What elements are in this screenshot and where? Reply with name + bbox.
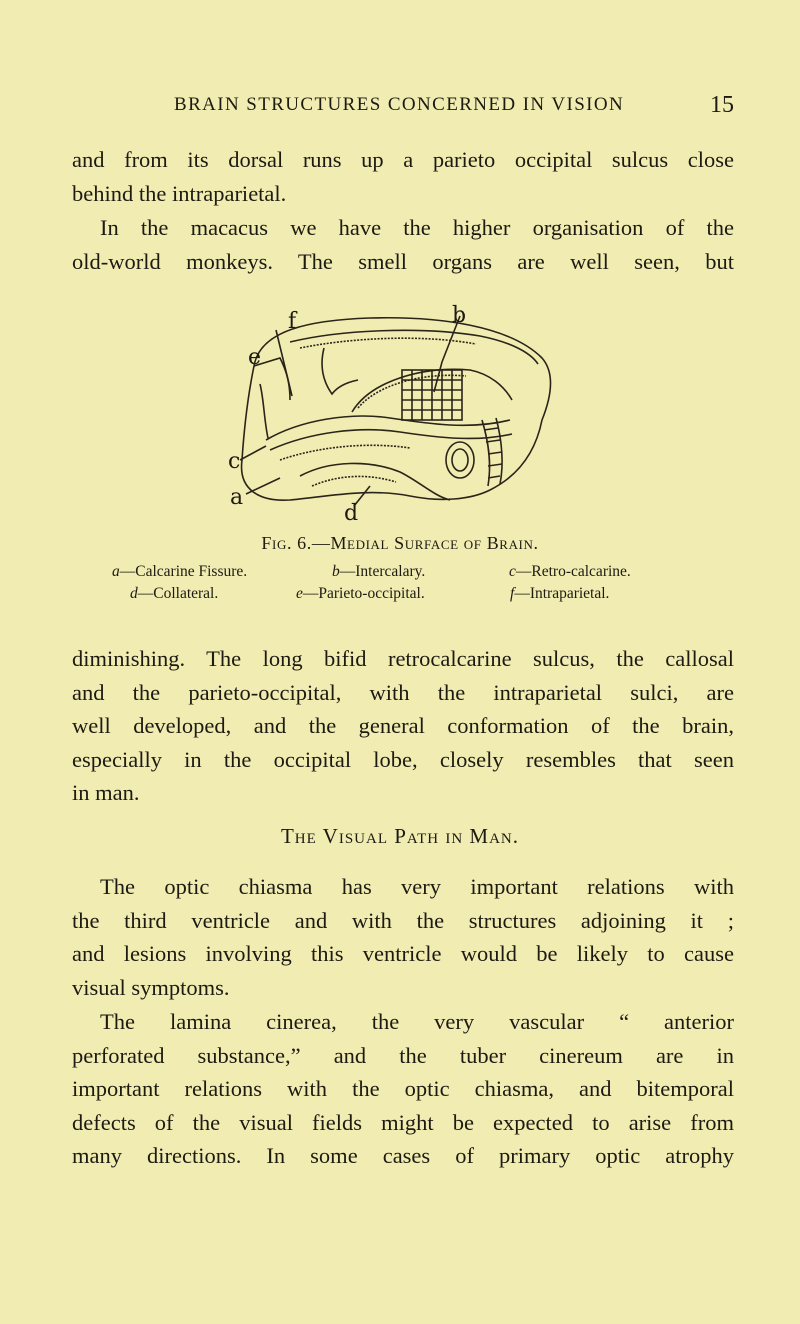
paragraph-4: [72, 870, 734, 1004]
text-line: defects of the visual fields might be expected to arise from: [72, 1109, 734, 1135]
section-heading: The Visual Path in Man.: [280, 824, 520, 848]
legend-text: —Parieto-occipital.: [302, 585, 425, 602]
figure-letter-d: d: [344, 501, 359, 526]
text-line: The optic chiasma has very important relations with: [100, 874, 734, 899]
text-line: diminishing. The long bifid retrocalcarine sulcus, the callosal: [72, 646, 734, 671]
text-line: perforated substance,” and the tuber cinereum are in: [72, 1042, 734, 1068]
text-line: well developed, and the general conformation of the brain,: [72, 713, 734, 738]
text-line: and the parieto-occipital, with the intraparietal sulci, are: [72, 679, 734, 705]
text-line: in man.: [72, 780, 140, 805]
text-line: old-world monkeys. The smell organs are well seen, but: [72, 248, 734, 274]
legend-item: [510, 585, 609, 603]
text-line: and from its dorsal runs up a parieto occipital sulcus close: [72, 147, 734, 172]
text-line: and lesions involving this ventricle would be likely to cause: [72, 941, 734, 966]
legend-text: —Intercalary.: [339, 563, 426, 580]
running-title: BRAIN STRUCTURES CONCERNED IN VISION: [174, 94, 625, 115]
legend-item: [296, 585, 425, 603]
paragraph-2: [72, 211, 734, 278]
text-line: important relations with the optic chiasma, and bitemporal: [72, 1076, 734, 1101]
text-line: many directions. In some cases of primary optic atrophy: [72, 1143, 734, 1168]
figure-caption: Fig. 6.—Medial Surface of Brain.: [261, 533, 539, 553]
legend-text: —Calcarine Fissure.: [119, 563, 248, 580]
legend-text: —Collateral.: [137, 585, 219, 602]
text-line: visual symptoms.: [72, 974, 230, 1000]
legend-row-2: [130, 585, 750, 607]
legend-text: —Intraparietal.: [514, 585, 610, 602]
figure-letter-a: a: [230, 485, 244, 510]
paragraph-3: [72, 642, 734, 810]
brain-figure: [220, 300, 580, 528]
paragraph-1: [72, 143, 734, 210]
legend-item: [130, 585, 218, 603]
legend-key: b: [332, 563, 340, 580]
legend-key: d: [130, 585, 138, 602]
figure-letter-b: b: [452, 303, 467, 328]
text-line: the third ventricle and with the structures adjoining it ;: [72, 907, 734, 933]
page-number: 15: [710, 92, 734, 118]
figure-letter-f: f: [288, 309, 297, 334]
legend-key: c: [509, 563, 516, 580]
hemisphere-outline: [242, 318, 551, 500]
text-line: behind the intraparietal.: [72, 180, 287, 206]
text-line: The lamina cinerea, the very vascular “ anterior: [100, 1009, 734, 1034]
legend-text: —Retro-calcarine.: [515, 563, 631, 580]
legend-item: [509, 563, 631, 581]
running-head: [72, 94, 734, 118]
legend-key: e: [296, 585, 303, 602]
legend-item: [332, 563, 425, 581]
text-line: especially in the occipital lobe, closely resembles that seen: [72, 746, 734, 772]
legend-item: [112, 563, 247, 581]
text-line: In the macacus we have the higher organisation of the: [100, 215, 734, 240]
legend-row-1: [112, 563, 752, 585]
legend-key: a: [112, 563, 120, 580]
figure-letter-c: c: [228, 449, 241, 474]
figure-letter-e: e: [248, 345, 262, 370]
legend-key: f: [510, 585, 515, 602]
paragraph-5: [72, 1005, 734, 1173]
